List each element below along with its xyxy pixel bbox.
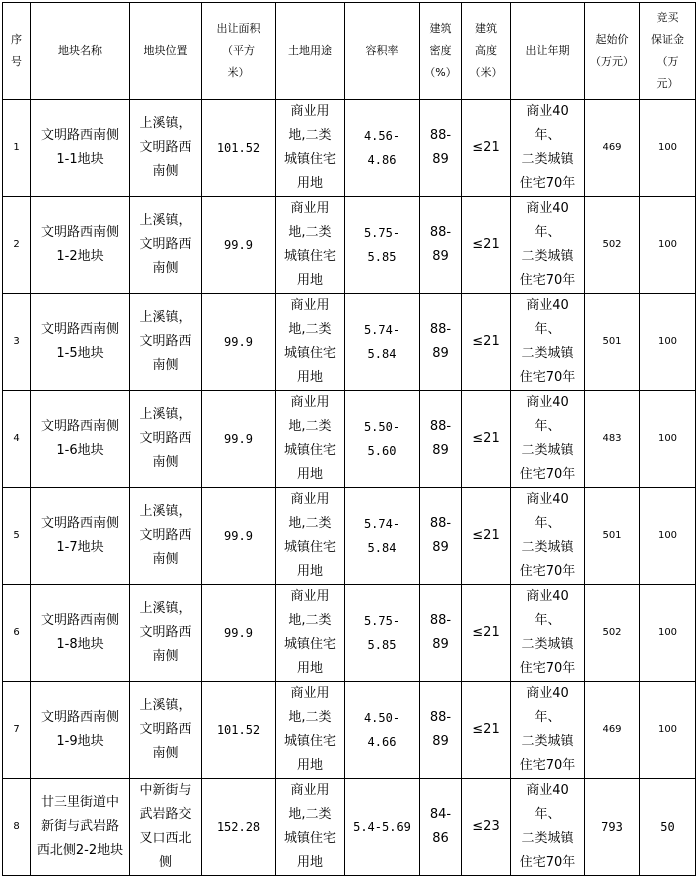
cell-price: 501 — [585, 294, 640, 391]
header-deposit: 竞买 保证金 （万 元） — [640, 3, 696, 100]
header-name: 地块名称 — [31, 3, 130, 100]
cell-location: 中新街与 武岩路交 叉口西北 侧 — [130, 779, 202, 876]
table-header-row — [3, 3, 696, 100]
cell-name: 文明路西南侧 1-8地块 — [31, 585, 130, 682]
cell-height: ≤21 — [462, 488, 511, 585]
cell-use: 商业用 地,二类 城镇住宅 用地 — [276, 682, 345, 779]
cell-deposit: 100 — [640, 488, 696, 585]
cell-far: 4.50- 4.66 — [345, 682, 420, 779]
cell-height: ≤21 — [462, 197, 511, 294]
cell-density: 88- 89 — [420, 488, 462, 585]
cell-deposit: 100 — [640, 294, 696, 391]
cell-name: 文明路西南侧 1-5地块 — [31, 294, 130, 391]
land-parcel-table — [2, 2, 696, 876]
cell-density: 88- 89 — [420, 100, 462, 197]
cell-area: 99.9 — [202, 294, 276, 391]
cell-area: 99.9 — [202, 488, 276, 585]
cell-name: 廿三里街道中 新街与武岩路 西北侧2-2地块 — [31, 779, 130, 876]
cell-deposit: 100 — [640, 100, 696, 197]
header-term: 出让年期 — [511, 3, 585, 100]
cell-area: 101.52 — [202, 682, 276, 779]
cell-area: 152.28 — [202, 779, 276, 876]
cell-density: 88- 89 — [420, 391, 462, 488]
header-density: 建筑 密度 （%） — [420, 3, 462, 100]
cell-location: 上溪镇， 文明路西 南侧 — [130, 488, 202, 585]
table-row — [3, 585, 696, 682]
cell-no: 7 — [3, 682, 31, 779]
cell-location: 上溪镇， 文明路西 南侧 — [130, 100, 202, 197]
cell-density: 84- 86 — [420, 779, 462, 876]
cell-use: 商业用 地,二类 城镇住宅 用地 — [276, 391, 345, 488]
header-height: 建筑 高度 （米） — [462, 3, 511, 100]
cell-deposit: 50 — [640, 779, 696, 876]
cell-term: 商业40 年、 二类城镇 住宅70年 — [511, 779, 585, 876]
table-row — [3, 779, 696, 876]
cell-price: 501 — [585, 488, 640, 585]
cell-location: 上溪镇， 文明路西 南侧 — [130, 294, 202, 391]
cell-far: 5.50- 5.60 — [345, 391, 420, 488]
cell-price: 469 — [585, 682, 640, 779]
cell-term: 商业40 年、 二类城镇 住宅70年 — [511, 391, 585, 488]
cell-use: 商业用 地,二类 城镇住宅 用地 — [276, 197, 345, 294]
cell-no: 1 — [3, 100, 31, 197]
cell-price: 793 — [585, 779, 640, 876]
cell-use: 商业用 地,二类 城镇住宅 用地 — [276, 585, 345, 682]
cell-area: 99.9 — [202, 197, 276, 294]
cell-far: 5.74- 5.84 — [345, 488, 420, 585]
cell-price: 483 — [585, 391, 640, 488]
cell-deposit: 100 — [640, 585, 696, 682]
cell-location: 上溪镇， 文明路西 南侧 — [130, 585, 202, 682]
cell-density: 88- 89 — [420, 294, 462, 391]
cell-price: 502 — [585, 197, 640, 294]
cell-area: 99.9 — [202, 391, 276, 488]
cell-term: 商业40 年、 二类城镇 住宅70年 — [511, 294, 585, 391]
cell-deposit: 100 — [640, 682, 696, 779]
table-row — [3, 197, 696, 294]
cell-far: 5.74- 5.84 — [345, 294, 420, 391]
cell-no: 6 — [3, 585, 31, 682]
cell-name: 文明路西南侧 1-1地块 — [31, 100, 130, 197]
header-far: 容积率 — [345, 3, 420, 100]
cell-density: 88- 89 — [420, 682, 462, 779]
cell-term: 商业40 年、 二类城镇 住宅70年 — [511, 585, 585, 682]
cell-name: 文明路西南侧 1-2地块 — [31, 197, 130, 294]
table-row — [3, 682, 696, 779]
cell-height: ≤21 — [462, 391, 511, 488]
cell-no: 3 — [3, 294, 31, 391]
cell-name: 文明路西南侧 1-7地块 — [31, 488, 130, 585]
header-price: 起始价 （万元） — [585, 3, 640, 100]
header-area: 出让面积 （平方 米） — [202, 3, 276, 100]
cell-location: 上溪镇， 文明路西 南侧 — [130, 197, 202, 294]
cell-use: 商业用 地,二类 城镇住宅 用地 — [276, 488, 345, 585]
cell-price: 469 — [585, 100, 640, 197]
cell-use: 商业用 地,二类 城镇住宅 用地 — [276, 779, 345, 876]
cell-far: 5.4-5.69 — [345, 779, 420, 876]
cell-use: 商业用 地,二类 城镇住宅 用地 — [276, 294, 345, 391]
cell-no: 8 — [3, 779, 31, 876]
cell-name: 文明路西南侧 1-9地块 — [31, 682, 130, 779]
table-row — [3, 488, 696, 585]
cell-term: 商业40 年、 二类城镇 住宅70年 — [511, 100, 585, 197]
header-use: 土地用途 — [276, 3, 345, 100]
table-row — [3, 294, 696, 391]
cell-far: 5.75- 5.85 — [345, 585, 420, 682]
cell-price: 502 — [585, 585, 640, 682]
cell-no: 4 — [3, 391, 31, 488]
cell-no: 2 — [3, 197, 31, 294]
cell-deposit: 100 — [640, 197, 696, 294]
cell-location: 上溪镇， 文明路西 南侧 — [130, 391, 202, 488]
cell-location: 上溪镇， 文明路西 南侧 — [130, 682, 202, 779]
cell-no: 5 — [3, 488, 31, 585]
cell-name: 文明路西南侧 1-6地块 — [31, 391, 130, 488]
header-location: 地块位置 — [130, 3, 202, 100]
table-row — [3, 391, 696, 488]
table-row — [3, 100, 696, 197]
cell-height: ≤21 — [462, 100, 511, 197]
cell-use: 商业用 地,二类 城镇住宅 用地 — [276, 100, 345, 197]
cell-height: ≤21 — [462, 682, 511, 779]
cell-density: 88- 89 — [420, 197, 462, 294]
header-no: 序 号 — [3, 3, 31, 100]
cell-term: 商业40 年、 二类城镇 住宅70年 — [511, 488, 585, 585]
cell-deposit: 100 — [640, 391, 696, 488]
cell-area: 101.52 — [202, 100, 276, 197]
cell-area: 99.9 — [202, 585, 276, 682]
cell-term: 商业40 年、 二类城镇 住宅70年 — [511, 197, 585, 294]
cell-height: ≤23 — [462, 779, 511, 876]
cell-density: 88- 89 — [420, 585, 462, 682]
cell-far: 5.75- 5.85 — [345, 197, 420, 294]
cell-height: ≤21 — [462, 585, 511, 682]
cell-term: 商业40 年、 二类城镇 住宅70年 — [511, 682, 585, 779]
cell-height: ≤21 — [462, 294, 511, 391]
cell-far: 4.56- 4.86 — [345, 100, 420, 197]
